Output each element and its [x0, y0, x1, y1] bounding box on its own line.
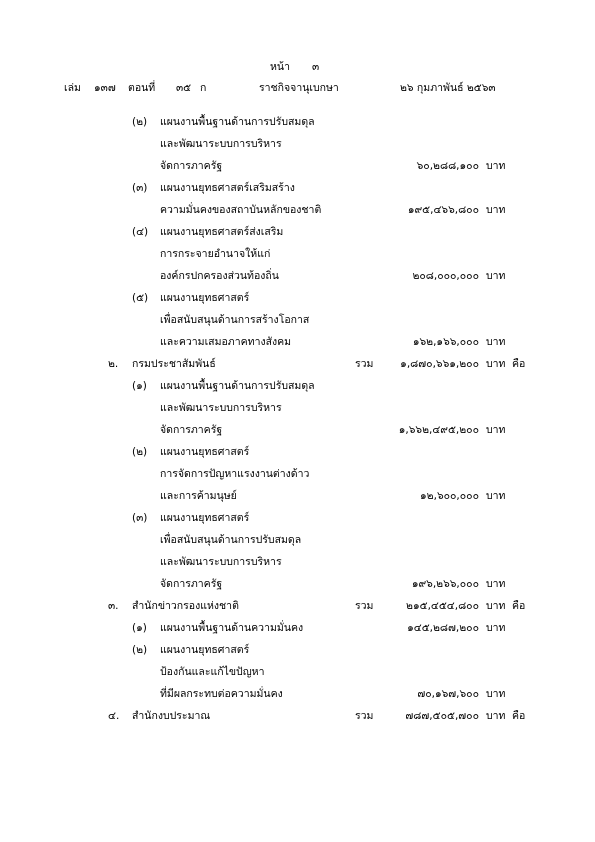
entry-line: และการค้ามนุษย์ [160, 490, 237, 502]
entry-number: (๒) [132, 116, 148, 128]
entry-line: จัดการภาครัฐ [160, 160, 223, 172]
section-label: ตอนที่ [128, 82, 156, 94]
entry-amount: ๖๐,๒๘๘,๑๐๐ [416, 160, 479, 172]
entry-amount: ๑,๖๖๒,๔๙๕,๒๐๐ [398, 424, 479, 436]
entry-unit: บาท [486, 204, 506, 216]
total-amount: ๗๘๗,๕๐๕,๗๐๐ [405, 710, 479, 722]
entry-line: แผนงานยุทธศาสตร์เสริมสร้าง [160, 182, 295, 194]
section-number: ๓๕ [176, 82, 192, 94]
entry-unit: บาท [486, 336, 506, 348]
entry-line: การจัดการปัญหาแรงงานต่างด้าว [160, 468, 310, 480]
entry-line: แผนงานพื้นฐานด้านการปรับสมดุล [160, 380, 315, 392]
entry-unit: บาท [486, 358, 506, 370]
publication-date: ๒๖ กุมภาพันธ์ ๒๕๖๓ [400, 82, 496, 94]
entry-unit: บาท [486, 578, 506, 590]
page-label: หน้า [270, 61, 290, 73]
entry-number: (๒) [132, 644, 148, 656]
publication-name: ราชกิจจานุเบกษา [259, 82, 339, 94]
entry-line: จัดการภาครัฐ [160, 578, 223, 590]
total-label: รวม [355, 600, 374, 612]
entry-amount: ๑๒,๖๐๐,๐๐๐ [420, 490, 479, 502]
entry-line: แผนงานพื้นฐานด้านการปรับสมดุล [160, 116, 315, 128]
entry-line: และความเสมอภาคทางสังคม [160, 336, 292, 348]
total-amount: ๒๑๕,๔๕๔,๘๐๐ [406, 600, 479, 612]
entry-number: (๓) [132, 512, 148, 524]
entry-line: แผนงานยุทธศาสตร์ส่งเสริม [160, 226, 284, 238]
entry-number: (๑) [132, 622, 147, 634]
entry-unit: บาท [486, 490, 506, 502]
entry-suffix: คือ [512, 600, 526, 612]
entry-amount: ๑๙๖,๒๖๖,๐๐๐ [411, 578, 479, 590]
entry-line: แผนงานยุทธศาสตร์ [160, 644, 250, 656]
entry-line: การกระจายอำนาจให้แก่ [160, 248, 271, 260]
entry-line: และพัฒนาระบบการบริหาร [160, 138, 282, 150]
entry-amount: ๗๐,๑๖๗,๖๐๐ [417, 688, 479, 700]
entry-line: ป้องกันและแก้ไขปัญหา [160, 666, 265, 678]
entry-line: จัดการภาครัฐ [160, 424, 223, 436]
volume-number: ๑๓๗ [94, 82, 116, 94]
entry-unit: บาท [486, 424, 506, 436]
entry-unit: บาท [486, 688, 506, 700]
entry-amount: ๑๙๕,๔๖๖,๘๐๐ [407, 204, 479, 216]
entry-number: (๕) [132, 292, 149, 304]
entry-line: แผนงานพื้นฐานด้านความมั่นคง [160, 622, 304, 634]
entry-number: (๒) [132, 446, 148, 458]
section-letter: ก [200, 82, 207, 94]
agency-name: สำนักงบประมาณ [132, 710, 211, 722]
entry-line: องค์กรปกครองส่วนท้องถิ่น [160, 270, 279, 282]
entry-line: และพัฒนาระบบการบริหาร [160, 402, 282, 414]
entry-suffix: คือ [512, 358, 526, 370]
entry-line: และพัฒนาระบบการบริหาร [160, 556, 282, 568]
entry-line: เพื่อสนับสนุนด้านการปรับสมดุล [160, 534, 302, 546]
entry-number: (๔) [132, 226, 149, 238]
entry-unit: บาท [486, 600, 506, 612]
entry-line: ที่มีผลกระทบต่อความมั่นคง [160, 688, 283, 700]
entry-amount: ๑๖๒,๑๖๖,๐๐๐ [412, 336, 479, 348]
total-label: รวม [355, 710, 374, 722]
section-item-number: ๒. [108, 358, 119, 370]
total-label: รวม [355, 358, 374, 370]
volume-label: เล่ม [64, 82, 81, 94]
entry-number: (๑) [132, 380, 147, 392]
page-number: ๓ [312, 61, 320, 73]
total-amount: ๑,๘๗๐,๖๖๑,๒๐๐ [400, 358, 479, 370]
entry-unit: บาท [486, 160, 506, 172]
entry-line: แผนงานยุทธศาสตร์ [160, 512, 250, 524]
entry-amount: ๑๔๕,๒๘๗,๒๐๐ [407, 622, 479, 634]
entry-line: เพื่อสนับสนุนด้านการสร้างโอกาส [160, 314, 310, 326]
entry-line: ความมั่นคงของสถาบันหลักของชาติ [160, 204, 322, 216]
entry-line: แผนงานยุทธศาสตร์ [160, 292, 250, 304]
agency-name: สำนักข่าวกรองแห่งชาติ [132, 600, 239, 612]
section-item-number: ๔. [108, 710, 120, 722]
entry-number: (๓) [132, 182, 148, 194]
entry-unit: บาท [486, 622, 506, 634]
agency-name: กรมประชาสัมพันธ์ [132, 358, 216, 370]
entry-line: แผนงานยุทธศาสตร์ [160, 446, 250, 458]
section-item-number: ๓. [108, 600, 119, 612]
entry-amount: ๒๐๘,๐๐๐,๐๐๐ [412, 270, 479, 282]
entry-unit: บาท [486, 710, 506, 722]
entry-suffix: คือ [512, 710, 526, 722]
entry-unit: บาท [486, 270, 506, 282]
